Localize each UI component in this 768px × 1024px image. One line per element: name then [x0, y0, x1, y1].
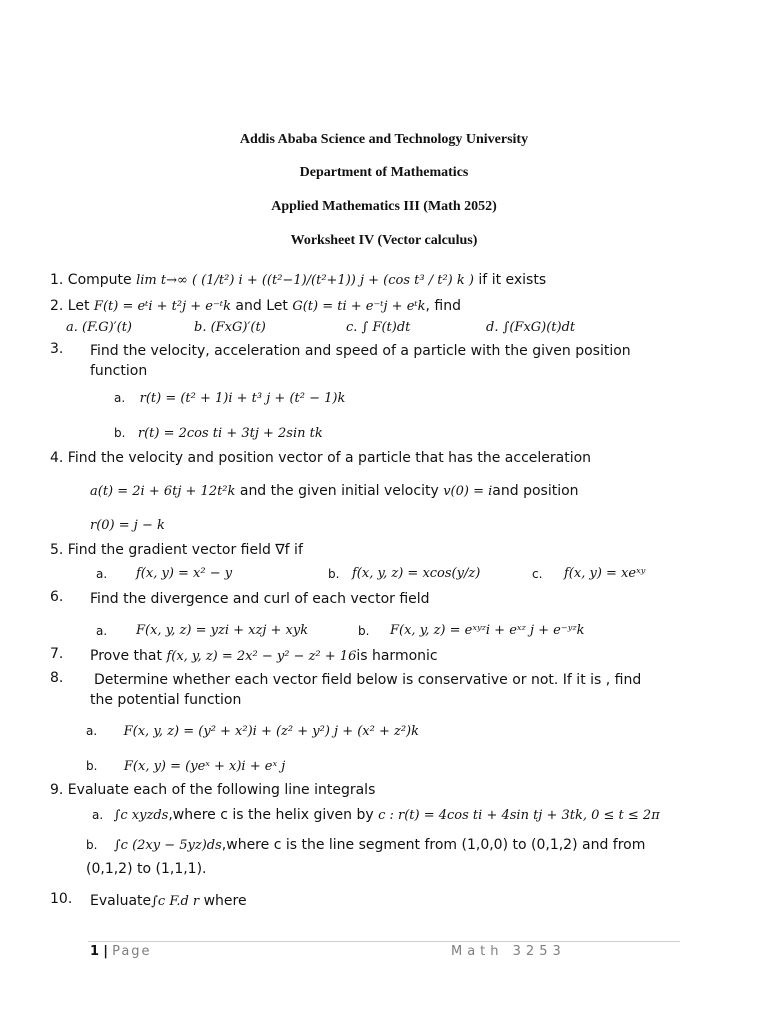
q6-part-b: F(x, y, z) = eˣʸᶻi + eˣᶻ j + e⁻ʸᶻk [390, 623, 585, 638]
q9-part-b: b. ∫c (2xy − 5yz)ds,where c is the line segment from (1,0,0) to (0,1,2) and from [86, 837, 646, 853]
q8-number: 8. [50, 670, 64, 686]
worksheet-title: Worksheet IV (Vector calculus) [290, 233, 478, 248]
q2-part-d: d. ∫(FxG)(t)dt [486, 320, 576, 335]
q3-text-line2: function [90, 363, 148, 379]
department-title: Department of Mathematics [299, 165, 469, 180]
q4-initial-velocity: v(0) = i [443, 484, 493, 499]
q6-number: 6. [50, 589, 64, 605]
q1-lead: 1. Compute [50, 272, 132, 288]
question-9: 9. Evaluate each of the following line integrals [50, 782, 376, 798]
university-title: Addis Ababa Science and Technology University [239, 132, 529, 147]
q2-G: G(t) = ti + e⁻ᵗj + eᵗk [292, 299, 426, 314]
q6-text: Find the divergence and curl of each vector field [90, 591, 430, 607]
q8-text-line2: the potential function [90, 692, 242, 708]
q7-text: Prove that f(x, y, z) = 2x² − y² − z² + 16is harmonic [90, 648, 438, 664]
q9-part-a: a. ∫c xyzds,where c is the helix given by c : r(t) = 4cos ti + 4sin tj + 3tk, 0 ≤ t ≤ 2π [92, 807, 660, 823]
q2-lead: 2. Let [50, 298, 90, 314]
q1-expression: lim t→∞ ( (1/t²) i + ((t²−1)/(t²+1)) j + (cos t³ / t²) k ) [136, 273, 474, 288]
q7-number: 7. [50, 646, 64, 662]
q2-F: F(t) = eᵗi + t²j + e⁻ᵗk [93, 299, 231, 314]
question-4: 4. Find the velocity and position vector of a particle that has the acceleration [50, 450, 592, 466]
q4-line3 [90, 515, 165, 536]
page-label: Page [112, 944, 152, 959]
q1-tail: if it exists [478, 272, 547, 288]
q5-part-c: f(x, y) = xeˣʸ [564, 566, 646, 581]
q2-part-c: c. ∫ F(t)dt [346, 320, 411, 335]
q4-acceleration: a(t) = 2i + 6tj + 12t²k [90, 484, 236, 499]
q7-expression: f(x, y, z) = 2x² − y² − z² + 16 [166, 649, 357, 664]
q8-part-b: b. F(x, y) = (yeˣ + x)i + eˣ j [86, 759, 286, 774]
q8-part-a: a. F(x, y, z) = (y² + x²)i + (z² + y²) j + (x² + z²)k [86, 724, 420, 739]
q10-number: 10. [50, 891, 73, 907]
q3-number: 3. [50, 341, 64, 357]
q4-initial-position: r(0) = j − k [90, 518, 165, 533]
q2-tail: , find [425, 298, 461, 314]
q10-integral: ∫c F.d r [151, 894, 200, 909]
footer-course: Math 3253 [451, 944, 566, 959]
q3-part-a: a. r(t) = (t² + 1)i + t³ j + (t² − 1)k [114, 391, 346, 406]
q2-part-a: a. (F.G)′(t) [66, 320, 132, 335]
q6-part-a: F(x, y, z) = yzi + xzj + xyk [136, 623, 309, 638]
question-2 [50, 296, 461, 317]
q5-part-b: f(x, y, z) = xcos(y/z) [352, 566, 481, 581]
page-number: 1 [90, 944, 100, 959]
q5-part-a: f(x, y) = x² − y [136, 566, 233, 581]
question-5: 5. Find the gradient vector field ∇f if [50, 542, 303, 558]
q9-part-b-tail: (0,1,2) to (1,1,1). [86, 861, 207, 877]
q2-part-b: b. (FxG)′(t) [194, 320, 266, 335]
footer-divider [88, 941, 680, 942]
q3-part-b: b. r(t) = 2cos ti + 3tj + 2sin tk [114, 426, 323, 441]
page-indicator: 1 | Page [90, 944, 152, 959]
q4-line2: a(t) = 2i + 6tj + 12t²k and the given initial velocity v(0) = iand position [90, 483, 579, 499]
q2-mid: and Let [235, 298, 288, 314]
question-1 [50, 270, 546, 291]
q8-text-line1: Determine whether each vector field below is conservative or not. If it is , find [94, 672, 642, 688]
q3-text-line1: Find the velocity, acceleration and speed of a particle with the given position [90, 343, 631, 359]
course-title: Applied Mathematics III (Math 2052) [271, 199, 497, 214]
q9-helix: c : r(t) = 4cos ti + 4sin tj + 3tk, 0 ≤ t ≤ 2π [378, 808, 660, 823]
q10-text: Evaluate∫c F.d r where [90, 893, 247, 909]
